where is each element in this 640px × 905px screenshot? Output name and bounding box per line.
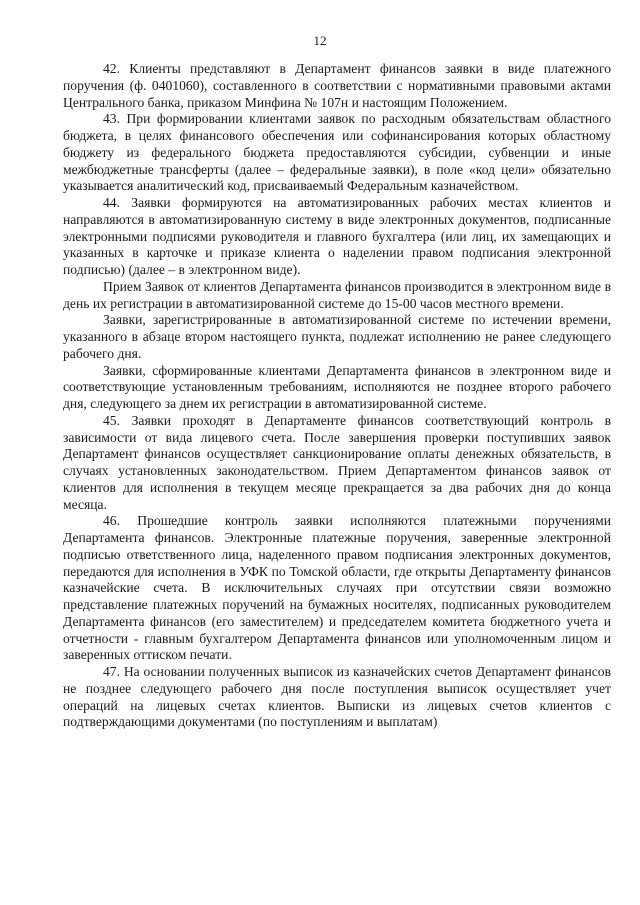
paragraph-42: 42. Клиенты представляют в Департамент финансов заявки в виде платежного поручения (ф. 0401060), составленного в соответствии с нормативными правовыми актами Центрального банка, приказом Минфина № 107н и настоящим Положением. xyxy=(63,61,611,110)
paragraph-46: 46. Прошедшие контроль заявки исполняются платежными поручениями Департамента финансов. Электронные платежные поручения, заверенные электронной подписью ответственного лица, наделенного правом подписания электронных документов, передаются для исполнения в УФК по Томской области, где открыты Департаменту финансов казначейские счета. В исключительных случаях при отсутствии связи возможно представление платежных поручений на бумажных носителях, подписанных руководителем Департамента финансов (его заместителем) и председателем комитета бюджетного учета и отчетности - главным бухгалтером Департамента финансов или уполномоченным лицом и заверенных оттиском печати. xyxy=(63,513,611,663)
paragraph-44-registered-late: Заявки, зарегистрированные в автоматизированной системе по истечении времени, указанного в абзаце втором настоящего пункта, подлежат исполнению не ранее следующего рабочего дня. xyxy=(63,312,611,361)
paragraph-45: 45. Заявки проходят в Департаменте финансов соответствующий контроль в зависимости от вида лицевого счета. После завершения проверки поступивших заявок Департамент финансов осуществляет санкционирование оплаты денежных обязательств, в случаях установленных законодательством. Прием Департаментом финансов заявок от клиентов для исполнения в текущем месяце прекращается за два рабочих дня до конца месяца. xyxy=(63,412,611,512)
paragraph-47: 47. На основании полученных выписок из казначейских счетов Департамент финансов не позднее следующего рабочего дня после поступления выписок осуществляет учет операций на лицевых счетах клиентов. Выписки из лицевых счетов клиентов с подтверждающими документами (по поступлениям и выплатам) xyxy=(63,664,611,730)
paragraph-43: 43. При формировании клиентами заявок по расходным обязательствам областного бюджета, в целях финансового обеспечения или софинансирования которых областному бюджету из федерального бюджета предоставляются субсидии, субвенции и иные межбюджетные трансферты (далее – федеральные заявки), в поле «код цели» обязательно указывается аналитический код, присваиваемый Федеральным казначейством. xyxy=(63,111,611,194)
document-body xyxy=(63,61,611,731)
paragraph-44-execution-deadline: Заявки, сформированные клиентами Департамента финансов в электронном виде и соответствующие установленным требованиям, исполняются не позднее второго рабочего дня, следующего за днем их регистрации в автоматизированной системе. xyxy=(63,362,611,411)
page-number: 12 xyxy=(313,33,327,48)
paragraph-44-reception: Прием Заявок от клиентов Департамента финансов производится в электронном виде в день их регистрации в автоматизированной системе до 15-00 часов местного времени. xyxy=(63,278,611,311)
paragraph-44: 44. Заявки формируются на автоматизированных рабочих местах клиентов и направляются в автоматизированную систему в виде электронных документов, подписанные электронными подписями руководителя и главного бухгалтера (или лиц, их замещающих и указанных в карточке и приказе клиента о наделении правом подписания электронной подписью) (далее – в электронном виде). xyxy=(63,195,611,277)
